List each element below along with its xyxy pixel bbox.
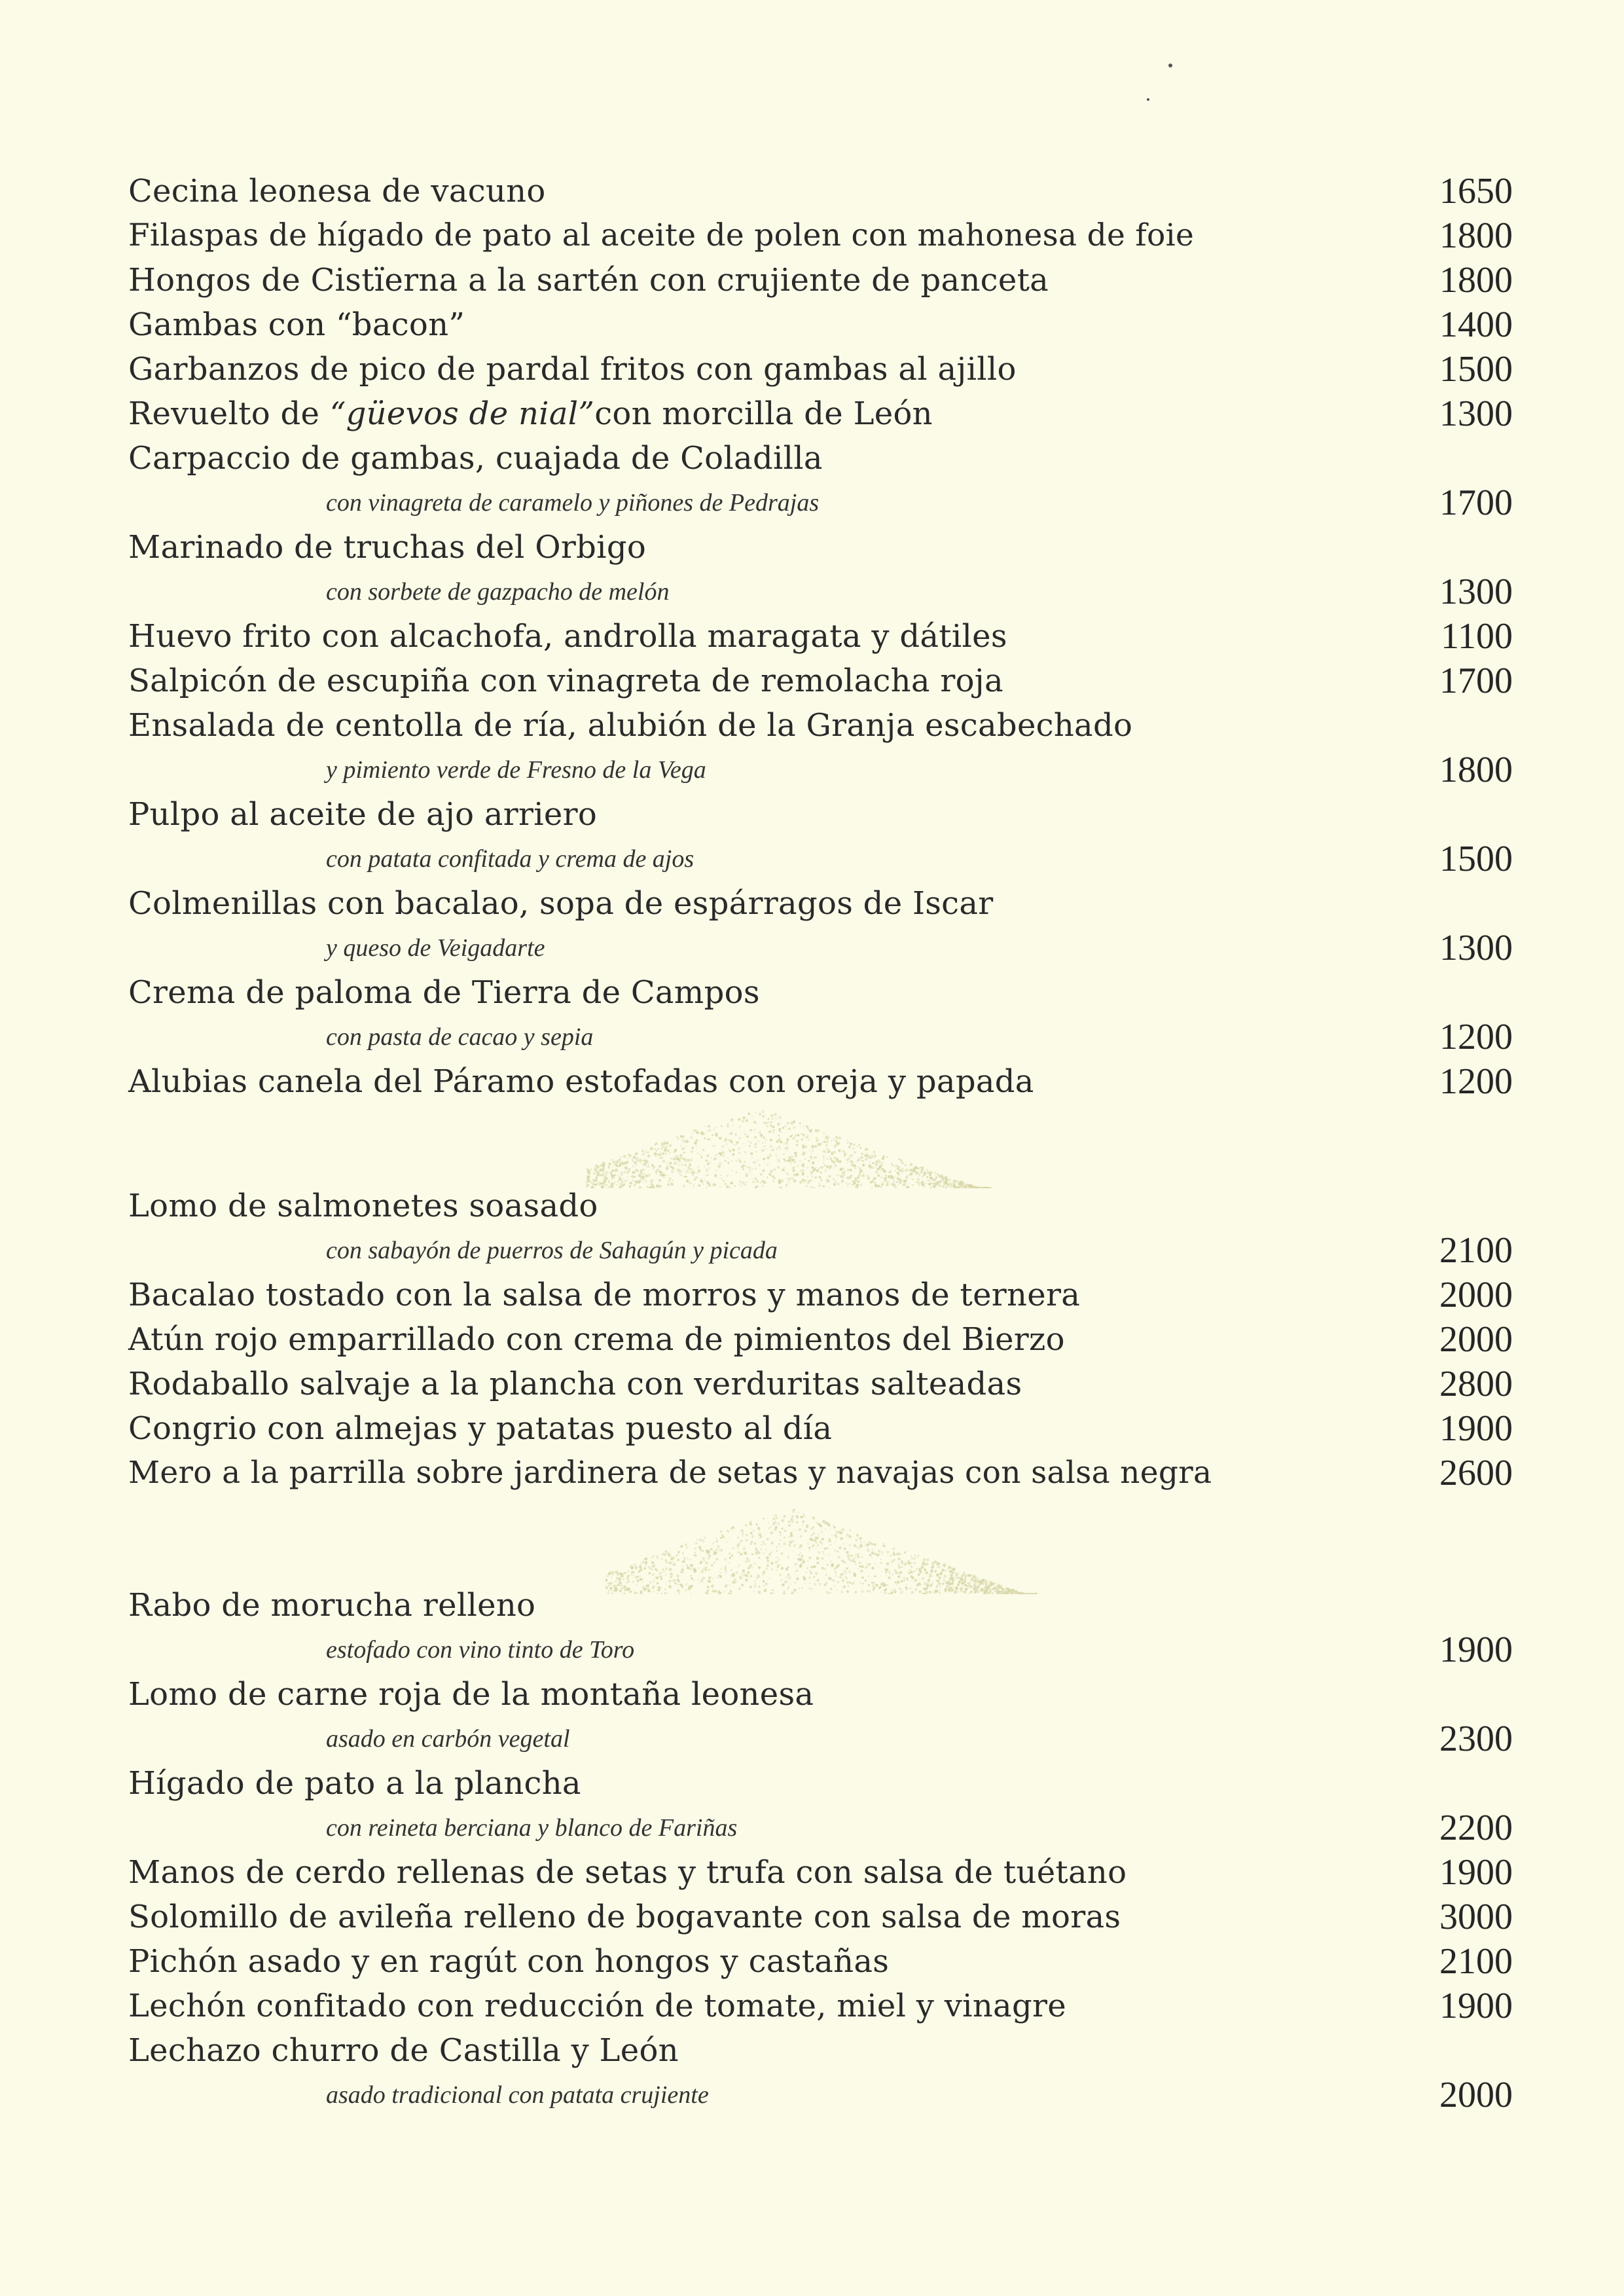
dish-name: Crema de paloma de Tierra de Campos bbox=[128, 974, 760, 1011]
starters-section bbox=[128, 169, 1513, 1104]
dish-description: con reineta berciana y blanco de Fariñas bbox=[326, 1814, 738, 1842]
dish-name: Garbanzos de pico de pardal fritos con gambas al ajillo bbox=[128, 351, 1017, 388]
dish-description: con patata confitada y crema de ajos bbox=[326, 845, 695, 873]
menu-item bbox=[128, 792, 1513, 881]
menu-item bbox=[128, 1362, 1513, 1406]
menu-item bbox=[128, 213, 1513, 258]
menu-item bbox=[128, 392, 1513, 436]
dish-name: Lomo de salmonetes soasado bbox=[128, 1188, 598, 1224]
dish-name: Ensalada de centolla de ría, alubión de la Granja escabechado bbox=[128, 707, 1133, 744]
divider-ornament-icon bbox=[605, 1503, 1038, 1594]
dish-price: 1300 bbox=[1439, 572, 1513, 612]
dish-name: Salpicón de escupiña con vinagreta de remolacha roja bbox=[128, 663, 1003, 699]
dish-description: con pasta de cacao y sepia bbox=[326, 1023, 594, 1051]
dish-name: Pichón asado y en ragút con hongos y castañas bbox=[128, 1943, 890, 1980]
menu-item bbox=[128, 436, 1513, 525]
dish-price: 2000 bbox=[1439, 1319, 1513, 1360]
dish-name: Lechón confitado con reducción de tomate, miel y vinagre bbox=[128, 1988, 1066, 2024]
dish-price: 3000 bbox=[1439, 1897, 1513, 1937]
dish-description: asado tradicional con patata crujiente bbox=[326, 2081, 709, 2109]
dish-name-part: con morcilla de León bbox=[594, 395, 933, 432]
menu-item bbox=[128, 302, 1513, 347]
dish-price: 2100 bbox=[1439, 1941, 1513, 1982]
dish-price: 1100 bbox=[1441, 616, 1513, 657]
dish-name: Rodaballo salvaje a la plancha con verduritas salteadas bbox=[128, 1366, 1022, 1402]
menu-item bbox=[128, 1761, 1513, 1850]
dish-description: estofado con vino tinto de Toro bbox=[326, 1636, 635, 1664]
dish-name: Filaspas de hígado de pato al aceite de polen con mahonesa de foie bbox=[128, 217, 1195, 253]
dish-price: 1400 bbox=[1439, 304, 1513, 345]
dish-price: 1800 bbox=[1439, 750, 1513, 790]
menu-item bbox=[128, 1317, 1513, 1362]
meat-section bbox=[128, 1583, 1513, 2117]
dish-price: 2200 bbox=[1439, 1808, 1513, 1848]
dish-price: 1200 bbox=[1439, 1017, 1513, 1057]
menu-item bbox=[128, 525, 1513, 614]
menu-item bbox=[128, 703, 1513, 792]
dish-name: Lechazo churro de Castilla y León bbox=[128, 2032, 679, 2069]
dish-description: asado en carbón vegetal bbox=[326, 1725, 570, 1753]
dish-price: 1900 bbox=[1439, 1986, 1513, 2026]
dish-price: 1200 bbox=[1439, 1061, 1513, 1102]
scan-speck bbox=[1147, 98, 1149, 101]
dish-price: 1800 bbox=[1439, 260, 1513, 301]
dish-price: 2100 bbox=[1439, 1230, 1513, 1271]
menu-item bbox=[128, 1984, 1513, 2028]
dish-price: 1500 bbox=[1439, 839, 1513, 879]
dish-name: Lomo de carne roja de la montaña leonesa bbox=[128, 1676, 814, 1713]
dish-name: Huevo frito con alcachofa, androlla maragata y dátiles bbox=[128, 618, 1007, 655]
dish-name: Carpaccio de gambas, cuajada de Coladilla bbox=[128, 440, 823, 477]
dish-price: 1700 bbox=[1439, 483, 1513, 523]
dish-name: Marinado de truchas del Orbigo bbox=[128, 529, 647, 566]
menu-item bbox=[128, 614, 1513, 659]
menu-item bbox=[128, 1451, 1513, 1495]
fish-section bbox=[128, 1184, 1513, 1495]
menu-item bbox=[128, 1939, 1513, 1984]
menu-item bbox=[128, 1059, 1513, 1104]
dish-name: Solomillo de avileña relleno de bogavante con salsa de moras bbox=[128, 1899, 1121, 1935]
dish-description: con sorbete de gazpacho de melón bbox=[326, 578, 670, 606]
dish-description: con sabayón de puerros de Sahagún y picada bbox=[326, 1237, 778, 1264]
menu-item bbox=[128, 258, 1513, 302]
menu-item bbox=[128, 1273, 1513, 1317]
dish-name: Hongos de Cistïerna a la sartén con crujiente de panceta bbox=[128, 262, 1049, 299]
dish-name: Gambas con “bacon” bbox=[128, 306, 465, 343]
menu-item bbox=[128, 1583, 1513, 1672]
dish-description: y queso de Veigadarte bbox=[326, 934, 545, 962]
dish-name-italic: “güevos de nial” bbox=[329, 395, 595, 432]
menu-item bbox=[128, 1406, 1513, 1451]
dish-price: 1500 bbox=[1439, 349, 1513, 390]
menu-item bbox=[128, 881, 1513, 970]
menu-item bbox=[128, 2028, 1513, 2117]
dish-name: Atún rojo emparrillado con crema de pimientos del Bierzo bbox=[128, 1321, 1065, 1358]
dish-description: con vinagreta de caramelo y piñones de Pedrajas bbox=[326, 489, 820, 517]
scan-speck bbox=[1168, 64, 1172, 67]
dish-price: 2800 bbox=[1439, 1364, 1513, 1404]
menu-item bbox=[128, 1672, 1513, 1761]
dish-description: y pimiento verde de Fresno de la Vega bbox=[326, 756, 706, 784]
dish-name: Mero a la parrilla sobre jardinera de setas y navajas con salsa negra bbox=[128, 1455, 1212, 1491]
dish-price: 1300 bbox=[1439, 928, 1513, 968]
dish-price: 1700 bbox=[1439, 661, 1513, 701]
dish-name: Alubias canela del Páramo estofadas con oreja y papada bbox=[128, 1063, 1034, 1100]
menu-item bbox=[128, 970, 1513, 1059]
dish-price: 2000 bbox=[1439, 2075, 1513, 2115]
dish-name-part: Revuelto de bbox=[128, 395, 330, 432]
dish-name: Rabo de morucha relleno bbox=[128, 1587, 536, 1624]
dish-price: 1650 bbox=[1439, 171, 1513, 211]
dish-price: 2000 bbox=[1439, 1275, 1513, 1315]
dish-name bbox=[128, 392, 933, 436]
menu-item bbox=[128, 1895, 1513, 1939]
dish-price: 1900 bbox=[1439, 1408, 1513, 1449]
dish-price: 1900 bbox=[1439, 1852, 1513, 1893]
dish-price: 1300 bbox=[1439, 393, 1513, 434]
dish-name: Pulpo al aceite de ajo arriero bbox=[128, 796, 598, 833]
menu-item bbox=[128, 169, 1513, 213]
menu-item bbox=[128, 1184, 1513, 1273]
menu-item bbox=[128, 659, 1513, 703]
menu-item bbox=[128, 1850, 1513, 1895]
dish-name: Congrio con almejas y patatas puesto al día bbox=[128, 1410, 833, 1447]
dish-price: 2600 bbox=[1439, 1453, 1513, 1493]
menu-item bbox=[128, 347, 1513, 392]
dish-name: Bacalao tostado con la salsa de morros y manos de ternera bbox=[128, 1277, 1081, 1313]
dish-name: Cecina leonesa de vacuno bbox=[128, 173, 546, 210]
dish-price: 2300 bbox=[1439, 1719, 1513, 1759]
dish-name: Manos de cerdo rellenas de setas y trufa con salsa de tuétano bbox=[128, 1854, 1127, 1891]
dish-price: 1800 bbox=[1439, 215, 1513, 256]
dish-price: 1900 bbox=[1439, 1630, 1513, 1670]
divider-ornament-icon bbox=[586, 1103, 992, 1188]
dish-name: Hígado de pato a la plancha bbox=[128, 1765, 581, 1802]
dish-name: Colmenillas con bacalao, sopa de espárragos de Iscar bbox=[128, 885, 994, 922]
